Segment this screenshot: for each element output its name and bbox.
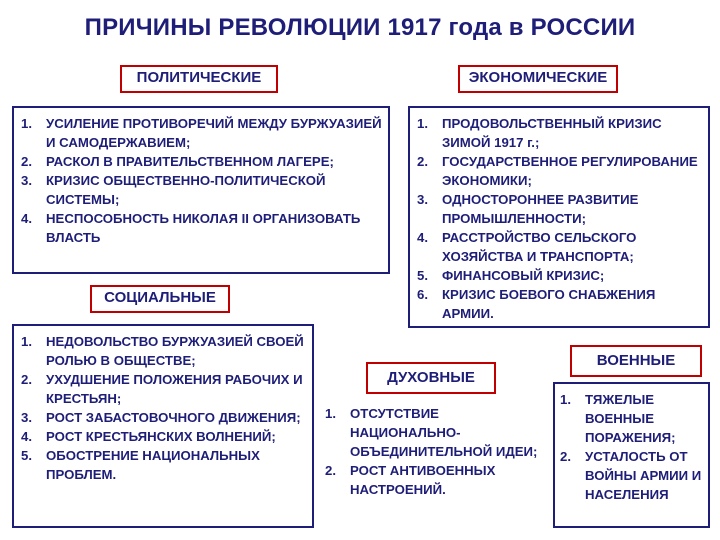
- military-cause-item: [557, 447, 706, 504]
- item-text: УХУДШЕНИЕ ПОЛОЖЕНИЯ РАБОЧИХ И КРЕСТЬЯН;: [46, 372, 303, 406]
- social-cause-item: [18, 446, 308, 484]
- item-text: НЕСПОСОБНОСТЬ НИКОЛАЯ II ОРГАНИЗОВАТЬ ВЛАСТЬ: [46, 211, 361, 245]
- political-cause-item: [18, 114, 384, 152]
- diagram-title: ПРИЧИНЫ РЕВОЛЮЦИИ 1917 года в РОССИИ: [84, 14, 636, 41]
- economic-cause-item: [414, 190, 704, 228]
- item-text: ОБОСТРЕНИЕ НАЦИОНАЛЬНЫХ ПРОБЛЕМ.: [46, 448, 260, 482]
- item-number: 1.: [325, 406, 336, 421]
- social-causes-box: [12, 324, 314, 528]
- item-number: 3.: [417, 192, 428, 207]
- economic-cause-item: [414, 228, 704, 266]
- economic-header: ЭКОНОМИЧЕСКИЕ: [458, 65, 618, 93]
- item-number: 5.: [417, 268, 428, 283]
- political-cause-item: [18, 152, 384, 171]
- item-number: 3.: [21, 410, 32, 425]
- economic-cause-item: [414, 266, 704, 285]
- item-number: 4.: [21, 429, 32, 444]
- item-number: 2.: [21, 372, 32, 387]
- social-cause-item: [18, 427, 308, 446]
- item-number: 2.: [21, 154, 32, 169]
- item-number: 6.: [417, 287, 428, 302]
- item-text: ТЯЖЕЛЫЕ ВОЕННЫЕ ПОРАЖЕНИЯ;: [585, 392, 676, 445]
- spiritual-cause-item: [322, 461, 540, 499]
- item-number: 2.: [417, 154, 428, 169]
- spiritual-cause-item: [322, 404, 540, 461]
- economic-causes-list: [414, 114, 704, 323]
- economic-cause-item: [414, 152, 704, 190]
- item-number: 3.: [21, 173, 32, 188]
- item-number: 4.: [417, 230, 428, 245]
- item-text: УСТАЛОСТЬ ОТ ВОЙНЫ АРМИИ И НАСЕЛЕНИЯ: [585, 449, 702, 502]
- item-text: РОСТ КРЕСТЬЯНСКИХ ВОЛНЕНИЙ;: [46, 429, 276, 444]
- item-number: 1.: [560, 392, 571, 407]
- item-number: 1.: [417, 116, 428, 131]
- spiritual-header: ДУХОВНЫЕ: [366, 362, 496, 394]
- item-text: ФИНАНСОВЫЙ КРИЗИС;: [442, 268, 605, 283]
- item-text: УСИЛЕНИЕ ПРОТИВОРЕЧИЙ МЕЖДУ БУРЖУАЗИЕЙ И САМОДЕРЖАВИЕМ;: [46, 116, 382, 150]
- item-text: КРИЗИС ОБЩЕСТВЕННО-ПОЛИТИЧЕСКОЙ СИСТЕМЫ;: [46, 173, 326, 207]
- item-text: НЕДОВОЛЬСТВО БУРЖУАЗИЕЙ СВОЕЙ РОЛЬЮ В ОБЩЕСТВЕ;: [46, 334, 304, 368]
- social-header: СОЦИАЛЬНЫЕ: [90, 285, 230, 313]
- item-number: 1.: [21, 334, 32, 349]
- political-causes-box: [12, 106, 390, 274]
- social-causes-list: [18, 332, 308, 484]
- political-cause-item: [18, 171, 384, 209]
- military-header: ВОЕННЫЕ: [570, 345, 702, 377]
- item-text: ПРОДОВОЛЬСТВЕННЫЙ КРИЗИС ЗИМОЙ 1917 г.;: [442, 116, 662, 150]
- item-number: 2.: [560, 449, 571, 464]
- political-header: ПОЛИТИЧЕСКИЕ: [120, 65, 278, 93]
- military-causes-list: [557, 390, 706, 504]
- item-text: КРИЗИС БОЕВОГО СНАБЖЕНИЯ АРМИИ.: [442, 287, 656, 321]
- spiritual-causes-list: [322, 404, 540, 499]
- social-cause-item: [18, 408, 308, 427]
- spiritual-causes-box: [322, 404, 540, 524]
- item-text: РОСТ АНТИВОЕННЫХ НАСТРОЕНИЙ.: [350, 463, 496, 497]
- item-text: РАСКОЛ В ПРАВИТЕЛЬСТВЕННОМ ЛАГЕРЕ;: [46, 154, 334, 169]
- military-cause-item: [557, 390, 706, 447]
- item-number: 4.: [21, 211, 32, 226]
- economic-cause-item: [414, 114, 704, 152]
- item-text: ОДНОСТОРОННЕЕ РАЗВИТИЕ ПРОМЫШЛЕННОСТИ;: [442, 192, 639, 226]
- item-text: ГОСУДАРСТВЕННОЕ РЕГУЛИРОВАНИЕ ЭКОНОМИКИ;: [442, 154, 698, 188]
- military-causes-box: [553, 382, 710, 528]
- item-text: РОСТ ЗАБАСТОВОЧНОГО ДВИЖЕНИЯ;: [46, 410, 301, 425]
- item-number: 2.: [325, 463, 336, 478]
- item-number: 1.: [21, 116, 32, 131]
- item-text: РАССТРОЙСТВО СЕЛЬСКОГО ХОЗЯЙСТВА И ТРАНСПОРТА;: [442, 230, 637, 264]
- item-number: 5.: [21, 448, 32, 463]
- social-cause-item: [18, 370, 308, 408]
- political-causes-list: [18, 114, 384, 247]
- political-cause-item: [18, 209, 384, 247]
- social-cause-item: [18, 332, 308, 370]
- item-text: ОТСУТСТВИЕ НАЦИОНАЛЬНО-ОБЪЕДИНИТЕЛЬНОЙ ИДЕИ;: [350, 406, 538, 459]
- economic-cause-item: [414, 285, 704, 323]
- economic-causes-box: [408, 106, 710, 328]
